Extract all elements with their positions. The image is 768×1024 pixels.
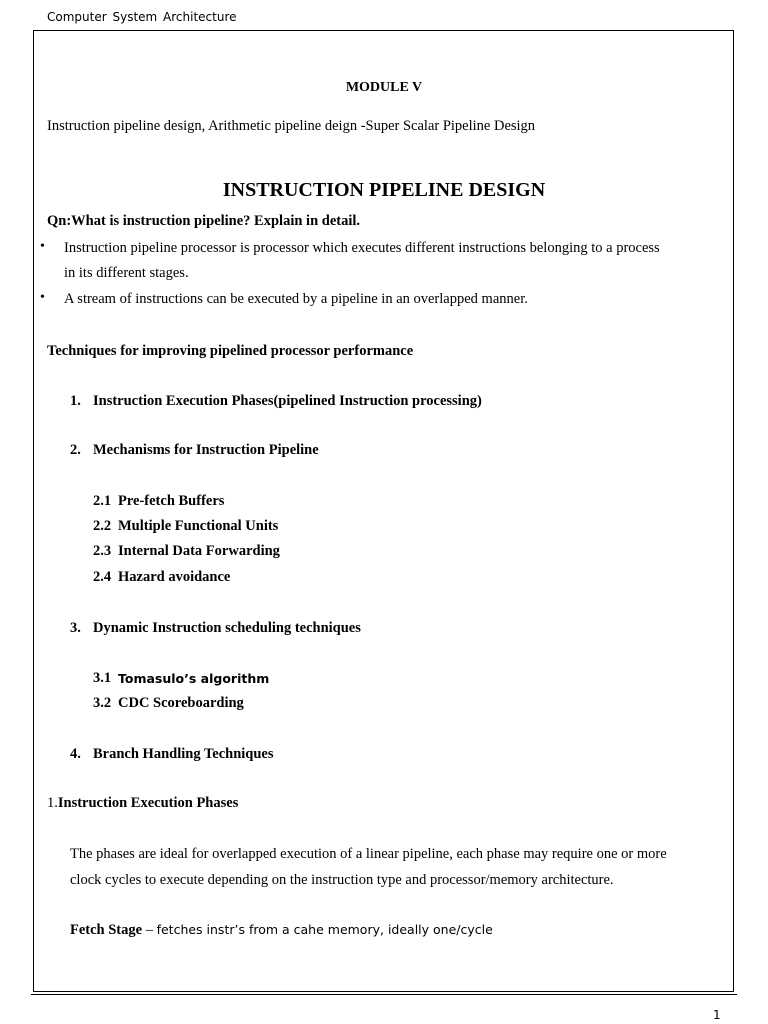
list-item: Dynamic Instruction scheduling techniques [93, 620, 361, 636]
fetch-stage-dash: – [142, 922, 157, 938]
sublist-item: CDC Scoreboarding [118, 695, 244, 711]
list-item: Instruction Execution Phases(pipelined Instruction processing) [93, 393, 482, 409]
techniques-heading: Techniques for improving pipelined processor performance [47, 343, 414, 359]
fetch-stage-line [70, 922, 493, 939]
fetch-stage-text: fetches instr’s from a cahe memory, ideally one/cycle [156, 922, 493, 937]
sublist-item: Internal Data Forwarding [118, 543, 280, 559]
bullet-text: in its different stages. [64, 265, 189, 281]
page-title: INSTRUCTION PIPELINE DESIGN [222, 179, 546, 201]
sublist-number: 3.2 [93, 695, 112, 711]
question-heading: Qn:What is instruction pipeline? Explain in detail. [47, 213, 361, 229]
sublist-item: Hazard avoidance [118, 569, 231, 585]
sublist-item: Multiple Functional Units [118, 518, 279, 534]
bullet-dot: • [40, 239, 45, 254]
sublist-number: 2.1 [93, 493, 112, 509]
list-item: Mechanisms for Instruction Pipeline [93, 442, 319, 458]
sublist-number: 2.2 [93, 518, 112, 534]
sublist-item: Pre-fetch Buffers [118, 493, 225, 509]
section-heading [47, 795, 238, 812]
list-item: Branch Handling Techniques [93, 746, 274, 762]
sublist-number: 3.1 [93, 670, 112, 686]
sublist-number: 2.3 [93, 543, 112, 559]
section-number: 1. [47, 795, 58, 811]
list-number: 3. [70, 620, 81, 636]
running-header: Computer System Architecture [47, 10, 237, 24]
list-number: 4. [70, 746, 81, 762]
section-title: Instruction Execution Phases [57, 795, 239, 811]
paragraph-line: The phases are ideal for overlapped execution of a linear pipeline, each phase may require one or more [70, 846, 667, 862]
fetch-stage-label: Fetch Stage [70, 922, 143, 938]
module-subtitle: Instruction pipeline design, Arithmetic pipeline deign -Super Scalar Pipeline Design [47, 118, 536, 134]
sublist-item: Tomasulo’s algorithm [118, 671, 270, 686]
paragraph-line: clock cycles to execute depending on the instruction type and processor/memory architecture. [70, 872, 614, 888]
bullet-text: A stream of instructions can be executed by a pipeline in an overlapped manner. [64, 291, 528, 307]
bullet-dot: • [40, 290, 45, 305]
list-number: 2. [70, 442, 81, 458]
frame-bottom-rule [31, 994, 737, 995]
module-heading: MODULE V [345, 80, 423, 95]
page-number: 1 [713, 1008, 721, 1022]
sublist-number: 2.4 [93, 569, 112, 585]
list-number: 1. [70, 393, 81, 409]
bullet-text: Instruction pipeline processor is processor which executes different instructions belonging to a process [64, 240, 660, 256]
